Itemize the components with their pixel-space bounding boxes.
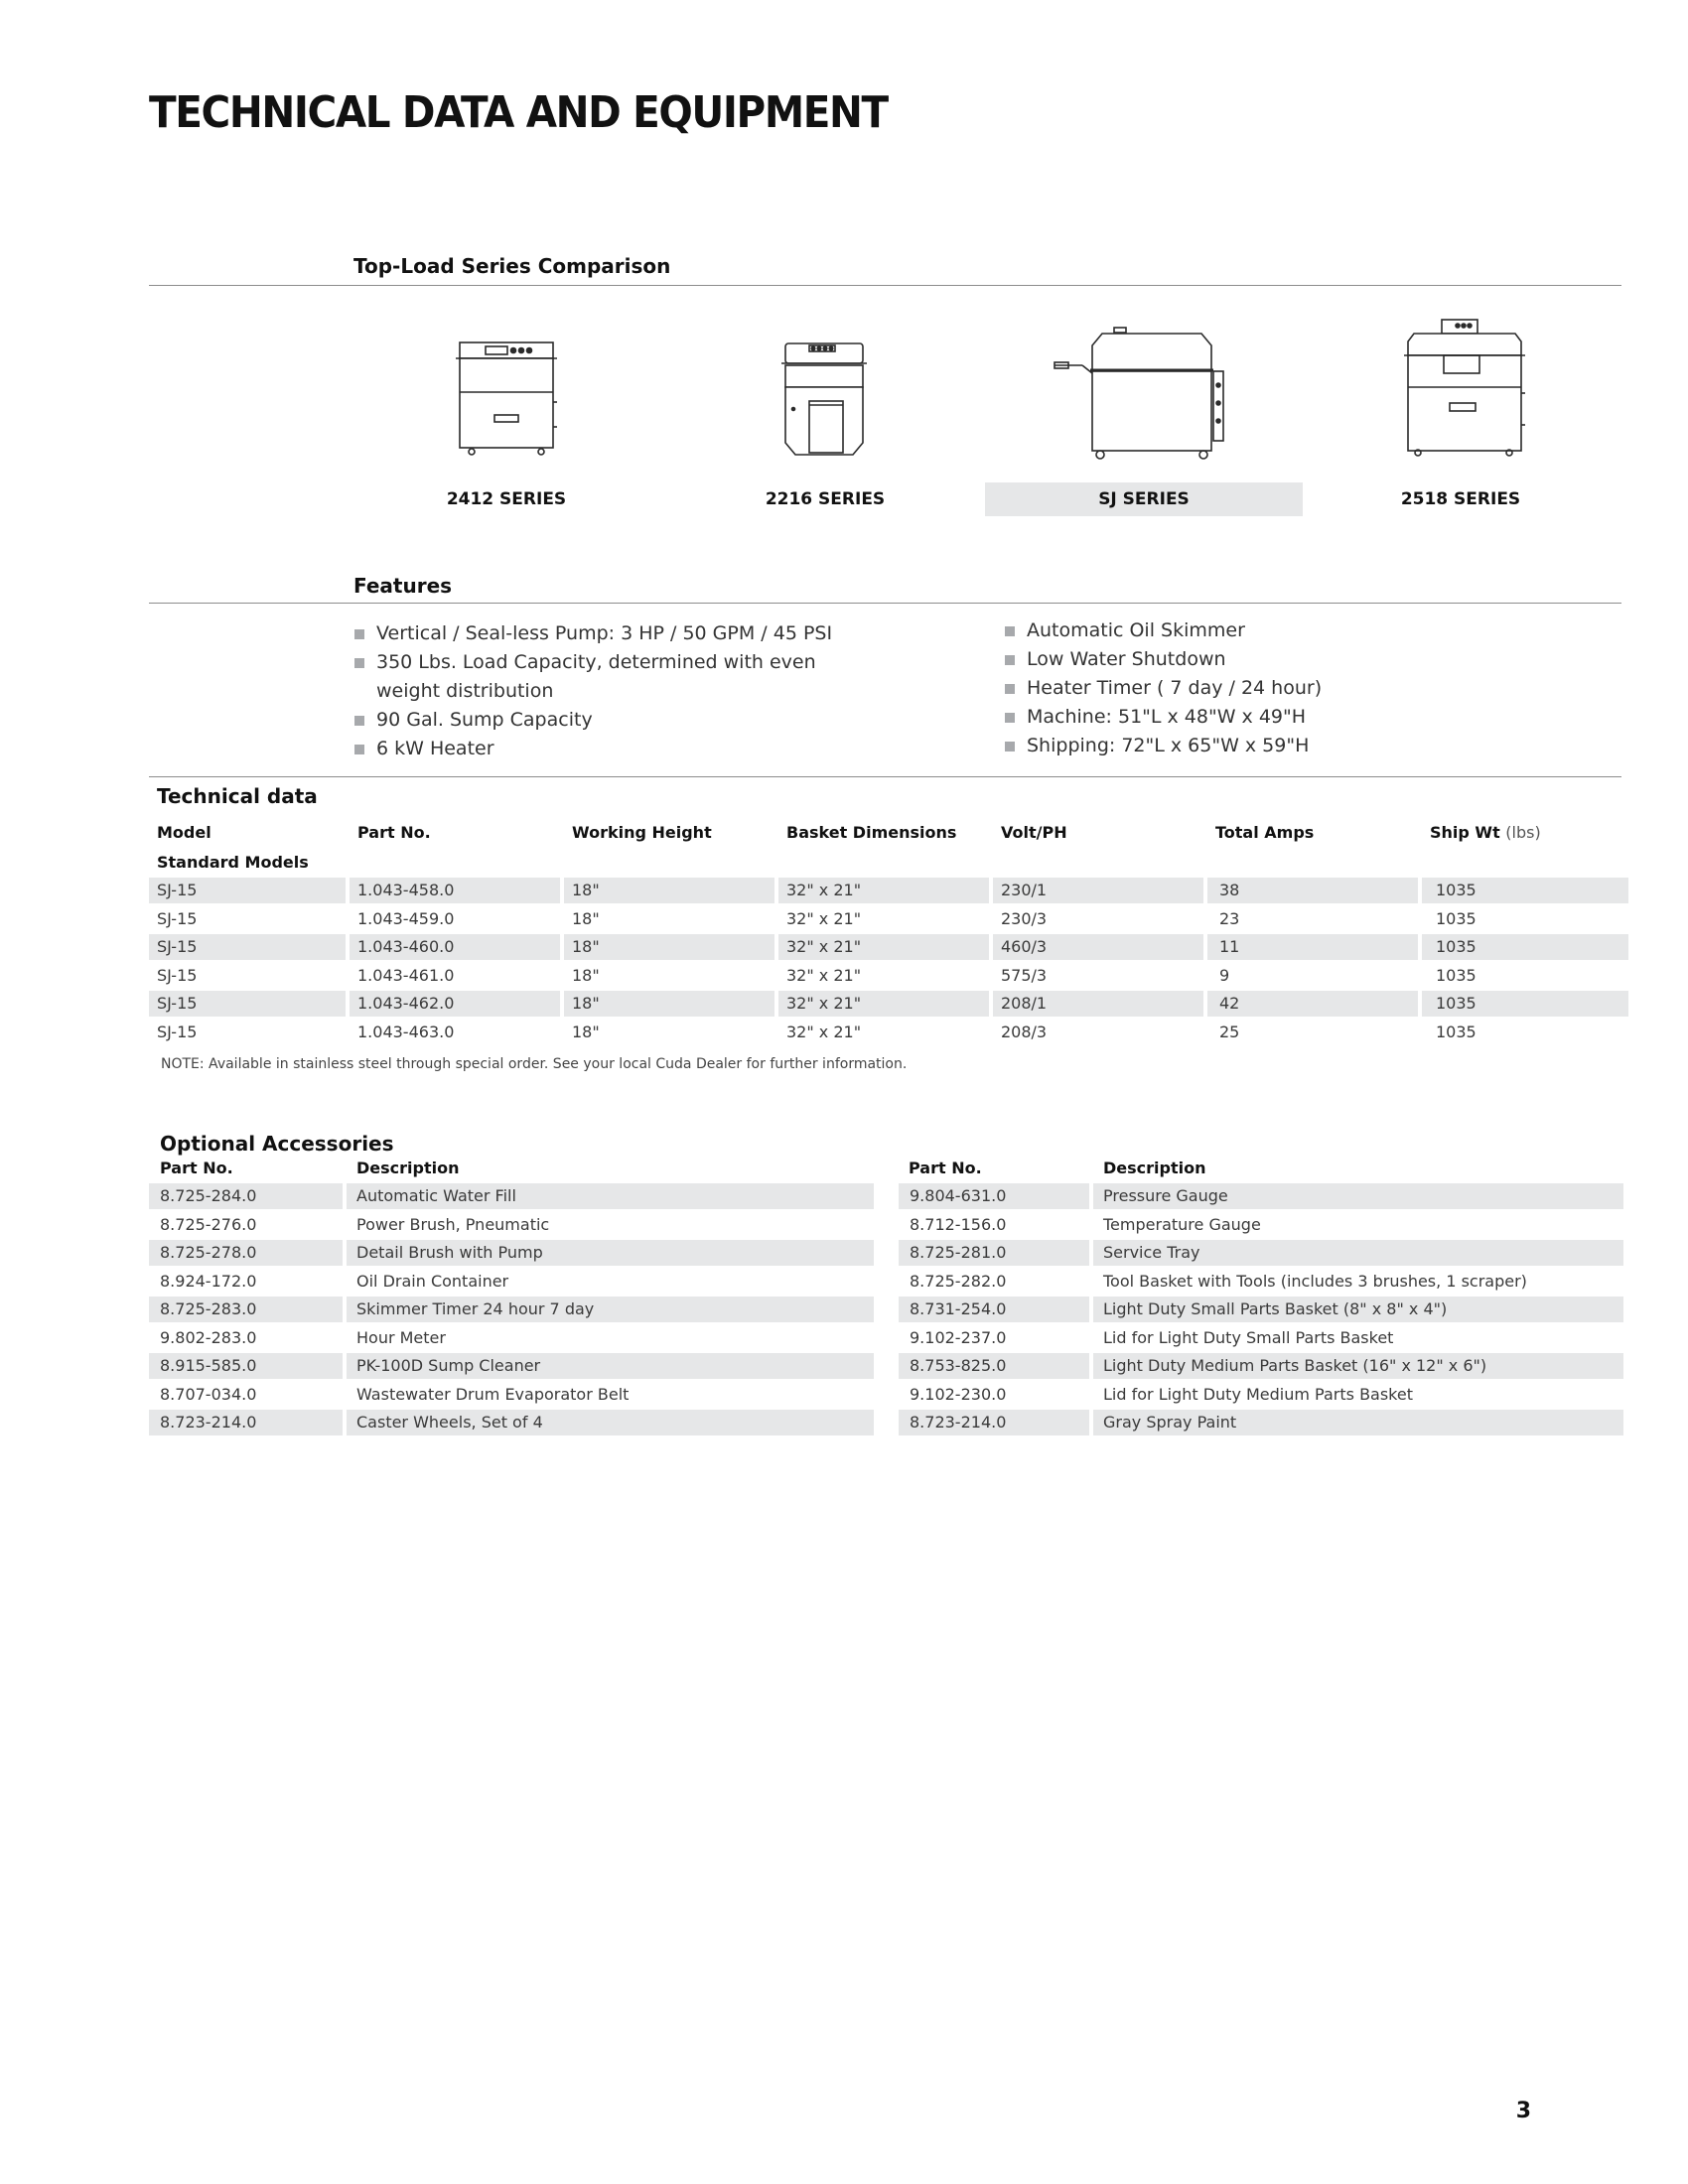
cell-description: Wastewater Drum Evaporator Belt: [356, 1384, 630, 1404]
cell-description: Light Duty Small Parts Basket (8" x 8" x 4"): [1093, 1297, 1623, 1322]
cell-model: SJ-15: [149, 991, 346, 1017]
bullet-icon: [354, 745, 364, 754]
cell-volt-ph: 460/3: [993, 934, 1203, 960]
cell-total-amps: 23: [1219, 908, 1240, 928]
cell-description: PK-100D Sump Cleaner: [347, 1353, 874, 1379]
accessories-table-right: [899, 1156, 1623, 1443]
cell-description: Hour Meter: [356, 1327, 446, 1347]
cell-part-no: 9.102-230.0: [910, 1384, 1007, 1404]
cell-part-no: 9.102-237.0: [910, 1327, 1007, 1347]
group-label: Standard Models: [157, 853, 309, 872]
series-label-2518: 2518 SERIES: [1400, 489, 1521, 509]
cell-description: Detail Brush with Pump: [347, 1240, 874, 1266]
cell-basket-dimensions: 32" x 21": [778, 878, 989, 903]
bullet-icon: [1005, 626, 1015, 636]
cell-ship-wt: 1035: [1422, 934, 1628, 960]
cell-basket-dimensions: 32" x 21": [778, 934, 989, 960]
cell-total-amps: 9: [1219, 965, 1230, 985]
cell-basket-dimensions: 32" x 21": [786, 965, 862, 985]
cell-part-no: 8.731-254.0: [899, 1297, 1089, 1322]
cell-description: Lid for Light Duty Medium Parts Basket: [1103, 1384, 1413, 1404]
feature-item: 90 Gal. Sump Capacity: [354, 706, 950, 735]
column-header-part-no: Part No.: [160, 1159, 233, 1177]
cell-description: Service Tray: [1093, 1240, 1623, 1266]
cell-part-no: 8.723-214.0: [899, 1410, 1089, 1435]
cell-part-no: 1.043-463.0: [357, 1022, 455, 1041]
cell-basket-dimensions: 32" x 21": [778, 991, 989, 1017]
cell-working-height: 18": [564, 878, 774, 903]
2518-series-machine-image: [1402, 316, 1527, 465]
feature-item: Shipping: 72"L x 65"W x 59"H: [1005, 732, 1601, 760]
feature-item: Low Water Shutdown: [1005, 645, 1601, 674]
feature-item: Heater Timer ( 7 day / 24 hour): [1005, 674, 1601, 703]
cell-part-no: 8.725-284.0: [149, 1183, 343, 1209]
sj-series-machine-image: [1053, 326, 1231, 465]
cell-ship-wt: 1035: [1422, 878, 1628, 903]
cell-working-height: 18": [572, 908, 600, 928]
cell-part-no: 8.725-278.0: [149, 1240, 343, 1266]
cell-description: Lid for Light Duty Small Parts Basket: [1103, 1327, 1394, 1347]
technical-data-rule: [149, 776, 1621, 777]
cell-part-no: 1.043-460.0: [350, 934, 560, 960]
series-label-sj: SJ SERIES: [985, 482, 1303, 516]
cell-description: Automatic Water Fill: [347, 1183, 874, 1209]
column-header-model: Model: [157, 823, 211, 842]
series-label-2412: 2412 SERIES: [446, 489, 567, 509]
feature-item: 6 kW Heater: [354, 735, 950, 763]
cell-part-no: 1.043-459.0: [357, 908, 455, 928]
feature-item: 350 Lbs. Load Capacity, determined with even weight distribution: [354, 648, 950, 706]
column-header-part-no: Part No.: [357, 823, 431, 842]
column-header-volt-ph: Volt/PH: [1001, 823, 1067, 842]
cell-volt-ph: 208/1: [993, 991, 1203, 1017]
accessories-heading: Optional Accessories: [160, 1132, 394, 1156]
cell-part-no: 8.712-156.0: [910, 1214, 1007, 1234]
cell-description: Tool Basket with Tools (includes 3 brushes, 1 scraper): [1103, 1271, 1527, 1291]
page-number: 3: [1515, 2099, 1531, 2123]
cell-part-no: 8.725-281.0: [899, 1240, 1089, 1266]
cell-volt-ph: 230/1: [993, 878, 1203, 903]
cell-description: Pressure Gauge: [1093, 1183, 1623, 1209]
cell-part-no: 9.804-631.0: [899, 1183, 1089, 1209]
page-title: TECHNICAL DATA AND EQUIPMENT: [149, 87, 888, 138]
column-header-working-height: Working Height: [572, 823, 712, 842]
bullet-icon: [1005, 684, 1015, 694]
cell-volt-ph: 575/3: [1001, 965, 1048, 985]
cell-part-no: 8.723-214.0: [149, 1410, 343, 1435]
bullet-icon: [354, 716, 364, 726]
cell-working-height: 18": [564, 934, 774, 960]
cell-working-height: 18": [572, 1022, 600, 1041]
cell-part-no: 1.043-462.0: [350, 991, 560, 1017]
cell-part-no: 8.924-172.0: [160, 1271, 257, 1291]
features-rule: [149, 603, 1621, 604]
column-header-part-no: Part No.: [909, 1159, 982, 1177]
cell-ship-wt: 1035: [1436, 965, 1477, 985]
bullet-icon: [354, 658, 364, 668]
comparison-rule: [149, 285, 1621, 286]
cell-description: Light Duty Medium Parts Basket (16" x 12" x 6"): [1093, 1353, 1623, 1379]
cell-part-no: 8.725-283.0: [149, 1297, 343, 1322]
technical-data-table: [149, 820, 1628, 1078]
column-header-total-amps: Total Amps: [1215, 823, 1315, 842]
cell-part-no: 9.802-283.0: [160, 1327, 257, 1347]
cell-part-no: 8.725-276.0: [160, 1214, 257, 1234]
column-header-description: Description: [356, 1159, 460, 1177]
features-list-left: [354, 619, 950, 763]
cell-ship-wt: 1035: [1422, 991, 1628, 1017]
cell-total-amps: 38: [1207, 878, 1418, 903]
technical-data-heading: Technical data: [157, 784, 318, 808]
bullet-icon: [354, 629, 364, 639]
feature-item: Machine: 51"L x 48"W x 49"H: [1005, 703, 1601, 732]
cell-part-no: 8.915-585.0: [149, 1353, 343, 1379]
cell-part-no: 1.043-461.0: [357, 965, 455, 985]
cell-working-height: 18": [572, 965, 600, 985]
cell-model: SJ-15: [157, 965, 198, 985]
comparison-heading: Top-Load Series Comparison: [353, 254, 671, 278]
cell-ship-wt: 1035: [1436, 908, 1477, 928]
column-header-ship-wt: Ship Wt (lbs): [1430, 823, 1541, 842]
feature-item: Vertical / Seal-less Pump: 3 HP / 50 GPM / 45 PSI: [354, 619, 950, 648]
cell-part-no: 8.753-825.0: [899, 1353, 1089, 1379]
cell-description: Oil Drain Container: [356, 1271, 509, 1291]
cell-part-no: 1.043-458.0: [350, 878, 560, 903]
cell-ship-wt: 1035: [1436, 1022, 1477, 1041]
cell-description: Temperature Gauge: [1103, 1214, 1261, 1234]
cell-part-no: 8.707-034.0: [160, 1384, 257, 1404]
cell-model: SJ-15: [149, 878, 346, 903]
features-list-right: [1005, 616, 1601, 760]
series-label-2216: 2216 SERIES: [765, 489, 886, 509]
column-header-description: Description: [1103, 1159, 1206, 1177]
ship-wt-unit: (lbs): [1505, 823, 1541, 842]
cell-model: SJ-15: [157, 1022, 198, 1041]
cell-basket-dimensions: 32" x 21": [786, 1022, 862, 1041]
cell-part-no: 8.725-282.0: [910, 1271, 1007, 1291]
2216-series-machine-image: [779, 336, 869, 465]
cell-description: Power Brush, Pneumatic: [356, 1214, 550, 1234]
cell-description: Caster Wheels, Set of 4: [347, 1410, 874, 1435]
column-header-basket-dimensions: Basket Dimensions: [786, 823, 957, 842]
cell-model: SJ-15: [157, 908, 198, 928]
technical-data-note: NOTE: Available in stainless steel through special order. See your local Cuda Dealer for further information.: [161, 1056, 908, 1072]
cell-basket-dimensions: 32" x 21": [786, 908, 862, 928]
bullet-icon: [1005, 742, 1015, 751]
cell-volt-ph: 208/3: [1001, 1022, 1048, 1041]
bullet-icon: [1005, 713, 1015, 723]
cell-model: SJ-15: [149, 934, 346, 960]
cell-description: Skimmer Timer 24 hour 7 day: [347, 1297, 874, 1322]
accessories-table-left: [149, 1156, 874, 1443]
bullet-icon: [1005, 655, 1015, 665]
feature-item: Automatic Oil Skimmer: [1005, 616, 1601, 645]
features-heading: Features: [353, 574, 453, 598]
cell-description: Gray Spray Paint: [1093, 1410, 1623, 1435]
2412-series-machine-image: [452, 333, 561, 462]
cell-total-amps: 25: [1219, 1022, 1240, 1041]
cell-volt-ph: 230/3: [1001, 908, 1048, 928]
cell-total-amps: 42: [1207, 991, 1418, 1017]
cell-working-height: 18": [564, 991, 774, 1017]
cell-total-amps: 11: [1207, 934, 1418, 960]
